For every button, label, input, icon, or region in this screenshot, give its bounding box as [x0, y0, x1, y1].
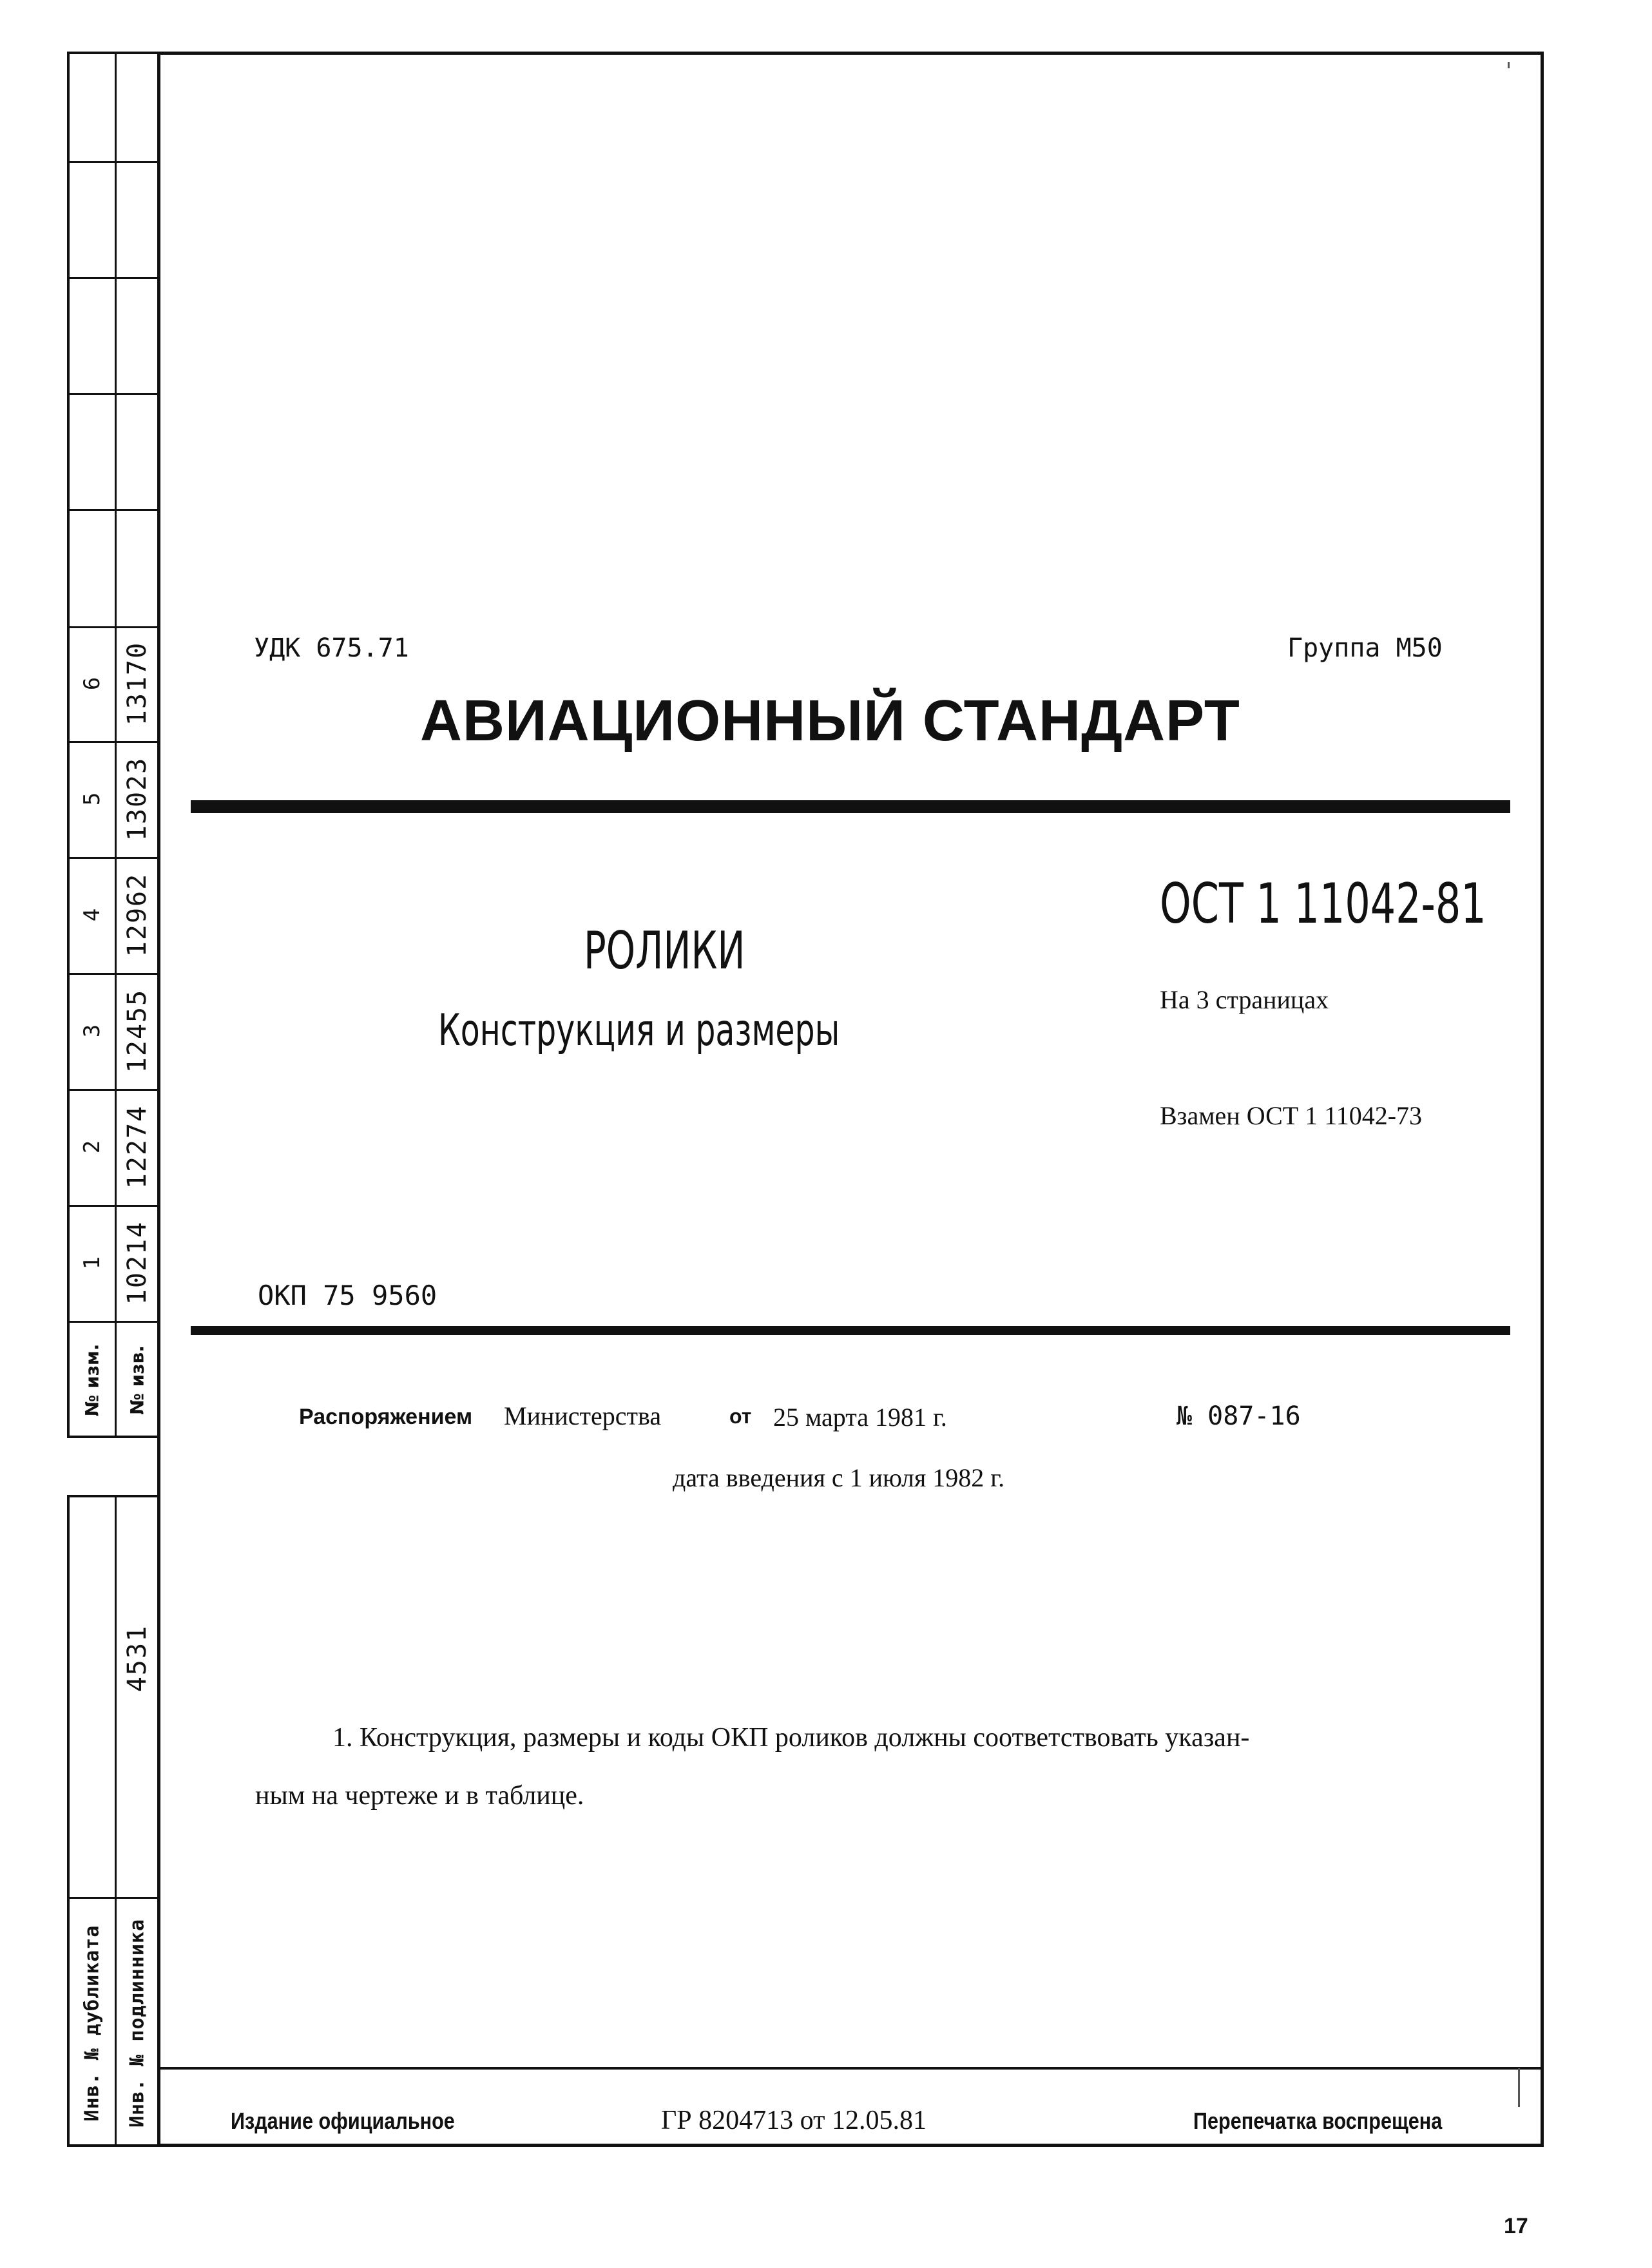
page-frame: [157, 52, 1544, 2147]
inventory-row-line: [70, 1897, 160, 1899]
inventory-stamp: [67, 1495, 157, 2147]
revision-notice-number: 10214: [122, 1220, 152, 1305]
revision-index: 5: [79, 792, 105, 806]
revision-row-line: [70, 741, 160, 743]
revision-row-line: [70, 1205, 160, 1207]
revision-row-line: [70, 626, 160, 628]
revision-index: 6: [79, 677, 105, 691]
body-paragraph-line-2: ным на чертеже и в таблице.: [255, 1781, 584, 1811]
revision-row-line: [70, 277, 160, 279]
revision-row-line: [70, 1321, 160, 1323]
revision-index: 3: [79, 1024, 105, 1038]
body-paragraph-line-1: 1. Конструкция, размеры и коды ОКП роликов должны соответствовать указан-: [332, 1723, 1250, 1753]
revision-index: 4: [79, 908, 105, 922]
footer-registration: ГР 8204713 от 12.05.81: [661, 2106, 927, 2135]
group-code: Группа М50: [1287, 633, 1443, 663]
revision-row-line: [70, 973, 160, 975]
footer-reprint-notice: Перепечатка воспрещена: [1193, 2108, 1443, 2134]
footer-edition: Издание официальное: [231, 2108, 455, 2134]
product-name: РОЛИКИ: [584, 921, 745, 981]
revision-row-line: [70, 509, 160, 511]
revision-row-line: [70, 857, 160, 859]
revision-header-notice: № изв.: [126, 1345, 148, 1415]
revision-notice-number: 12962: [122, 872, 152, 957]
revision-header-change: № изм.: [81, 1343, 103, 1417]
revision-strip: [67, 52, 157, 1438]
order-label: Распоряжением: [299, 1405, 473, 1429]
udk-code: УДК 675.71: [254, 633, 409, 663]
order-date: 25 марта 1981 г.: [773, 1403, 947, 1432]
revision-notice-number: 13170: [122, 641, 152, 726]
bottom-thick-rule: [191, 1326, 1510, 1335]
revision-index: 2: [79, 1140, 105, 1154]
revision-column-separator: [115, 54, 117, 1436]
inventory-original-label: Инв. № подлинника: [126, 1918, 149, 2128]
order-number: № 087-16: [1177, 1401, 1301, 1431]
product-subtitle: Конструкция и размеры: [438, 1005, 840, 1056]
revision-notice-number: 12274: [122, 1104, 152, 1189]
inventory-original-value: 4531: [122, 1624, 152, 1693]
replaces-standard: Взамен ОСТ 1 11042-73: [1160, 1101, 1423, 1130]
inventory-duplicate-label: Инв. № дубликата: [81, 1925, 104, 2122]
okp-code: ОКП 75 9560: [258, 1280, 437, 1311]
page-count: На 3 страницах: [1160, 985, 1329, 1014]
inventory-column-separator: [115, 1497, 117, 2144]
revision-row-line: [70, 161, 160, 163]
revision-row-line: [70, 1089, 160, 1091]
effective-date: дата введения с 1 июля 1982 г.: [673, 1463, 1005, 1492]
document-code: ОСТ 1 11042-81: [1160, 872, 1486, 936]
footer-divider: [157, 2067, 1544, 2070]
order-ministry: Министерства: [504, 1401, 662, 1430]
revision-row-line: [70, 393, 160, 395]
top-thick-rule: [191, 800, 1510, 813]
revision-notice-number: 12455: [122, 988, 152, 1073]
page-number: 17: [1504, 2214, 1528, 2238]
order-from-label: от: [729, 1405, 752, 1428]
scan-mark: [1508, 62, 1510, 68]
standard-title: АВИАЦИОННЫЙ СТАНДАРТ: [420, 689, 1240, 753]
scan-mark: [1518, 2068, 1520, 2107]
revision-notice-number: 13023: [122, 756, 152, 841]
revision-index: 1: [79, 1256, 105, 1270]
